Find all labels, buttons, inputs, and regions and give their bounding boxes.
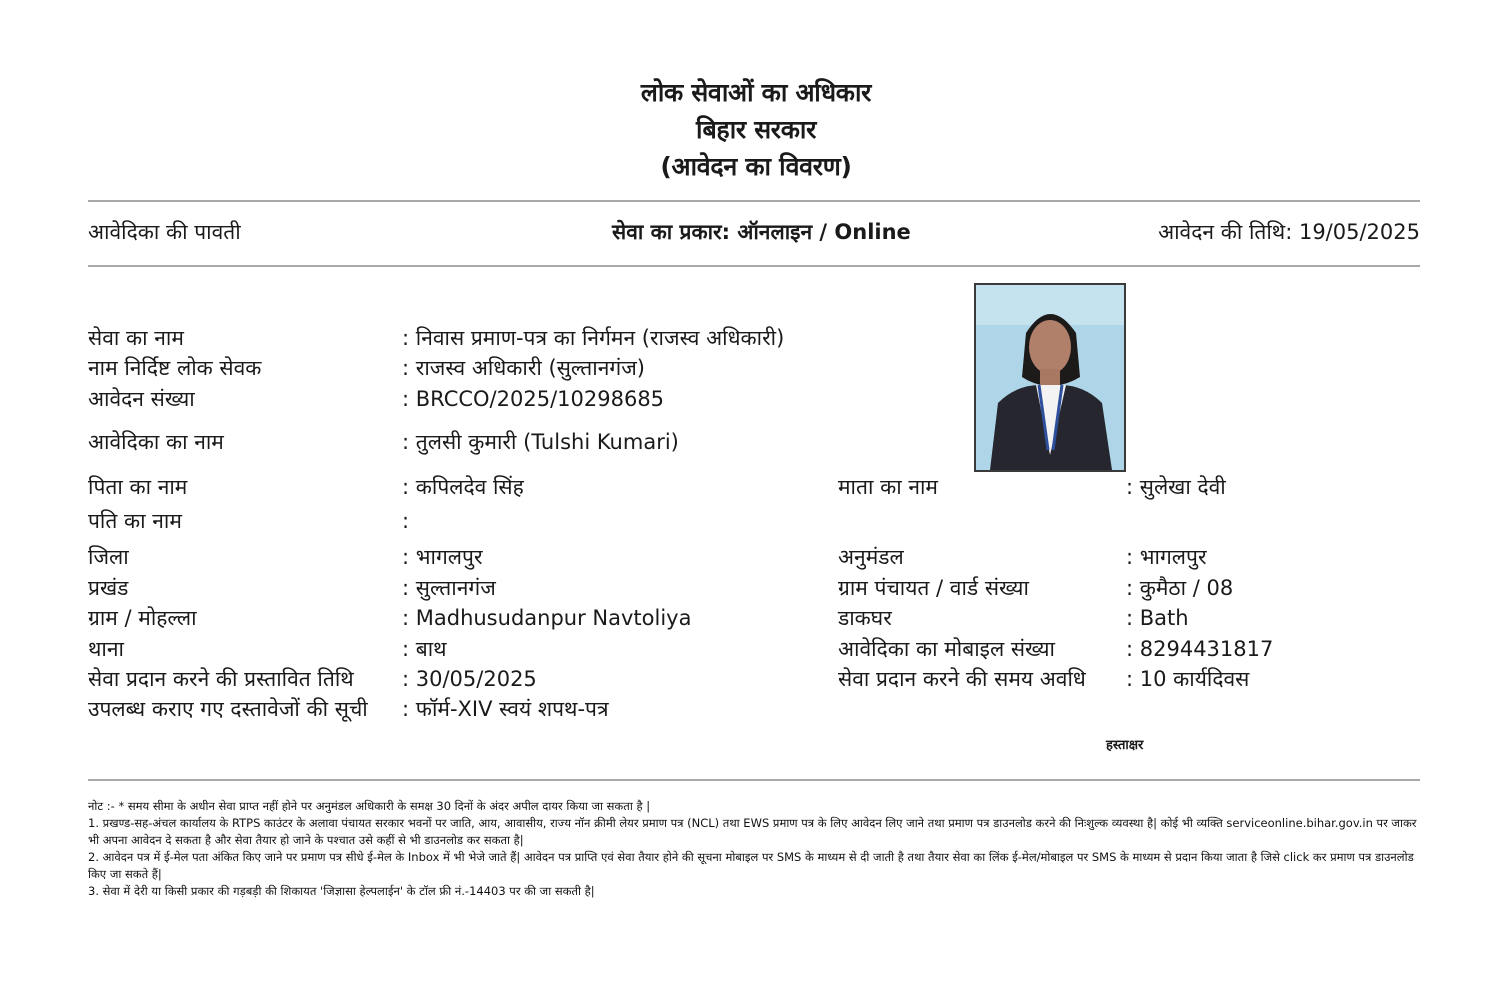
note-intro: नोट :- * समय सीमा के अधीन सेवा प्राप्त नहीं होने पर अनुमंडल अधिकारी के समक्ष 30 दिनों के अंदर अपील दायर किया जा सकता है | xyxy=(88,799,651,813)
applicant-name-label: आवेदिका का नाम xyxy=(88,430,224,454)
father-name-value: : कपिलदेव सिंह xyxy=(402,475,524,499)
top-divider xyxy=(88,200,1420,202)
husband-name-value: : xyxy=(402,509,410,533)
post-office-label: डाकघर xyxy=(838,606,892,630)
notes-section xyxy=(88,798,1428,900)
mobile-value: : 8294431817 xyxy=(1126,637,1274,661)
subdivision-label: अनुमंडल xyxy=(838,545,904,569)
meta-divider xyxy=(88,265,1420,267)
documents-value: : फॉर्म-XIV स्वयं शपथ-पत्र xyxy=(402,697,609,721)
notes-divider xyxy=(88,779,1420,781)
proposed-date-value: : 30/05/2025 xyxy=(402,667,537,691)
applicant-name-value: : तुलसी कुमारी (Tulshi Kumari) xyxy=(402,430,679,454)
header-title: लोक सेवाओं का अधिकार xyxy=(640,78,872,107)
note-2: 2. आवेदन पत्र में ई-मेल पता अंकित किए जाने पर प्रमाण पत्र सीधे ई-मेल के Inbox में भी भेजे जाते हैं| आवेदन पत्र प्राप्ति एवं सेवा तैयार होने की सूचना मोबाइल पर SMS के माध्यम से दी जाती है तथा तैयार सेवा का लिंक ई-मेल/मोबाइल पर SMS के माध्यम से प्रदान किया जाता है जिसे click कर प्रमाण पत्र डाउनलोड किए जा सकते हैं| xyxy=(88,850,1414,881)
proposed-date-label: सेवा प्रदान करने की प्रस्तावित तिथि xyxy=(88,667,354,691)
note-1: 1. प्रखण्ड-सह-अंचल कार्यालय के RTPS काउंटर के अलावा पंचायत सरकार भवनों पर जाति, आय, आवासीय, राज्य नॉन क्रीमी लेयर प्रमाण पत्र (NCL) तथा EWS प्रमाण पत्र के लिए आवेदन लिए जाने तथा प्रमाण पत्र डाउनलोड करने की निःशुल्क व्यवस्था है| कोई भी व्यक्ति serviceonline.bihar.gov.in पर जाकर भी अपना आवेदन दे सकता है और सेवा तैयार हो जाने के पश्चात उसे कहीं से भी डाउनलोड कर सकता है| xyxy=(88,816,1417,847)
receipt-label: आवेदिका की पावती xyxy=(88,220,241,244)
service-period-label: सेवा प्रदान करने की समय अवधि xyxy=(838,667,1086,691)
panchayat-ward-label: ग्राम पंचायत / वार्ड संख्या xyxy=(838,576,1029,600)
service-name-value: : निवास प्रमाण-पत्र का निर्गमन (राजस्व अधिकारी) xyxy=(402,326,785,350)
block-label: प्रखंड xyxy=(88,576,129,600)
header-government: बिहार सरकार xyxy=(695,115,817,144)
application-number-label: आवेदन संख्या xyxy=(88,387,195,411)
mother-name-label: माता का नाम xyxy=(838,475,938,499)
service-name-label: सेवा का नाम xyxy=(88,326,184,350)
note-3: 3. सेवा में देरी या किसी प्रकार की गड़बड़ी की शिकायत 'जिज्ञासा हेल्पलाईन' के टॉल फ्री नं.-14403 पर की जा सकती है| xyxy=(88,884,595,898)
applicant-portrait-icon xyxy=(976,285,1124,470)
document-header xyxy=(0,74,1512,185)
police-station-label: थाना xyxy=(88,637,124,661)
application-number-value: : BRCCO/2025/10298685 xyxy=(402,387,665,411)
panchayat-ward-value: : कुमैठा / 08 xyxy=(1126,576,1234,600)
district-label: जिला xyxy=(88,545,129,569)
block-value: : सुल्तानगंज xyxy=(402,576,496,600)
police-station-value: : बाथ xyxy=(402,637,447,661)
post-office-value: : Bath xyxy=(1126,606,1189,630)
designated-officer-label: नाम निर्दिष्ट लोक सेवक xyxy=(88,356,262,380)
district-value: : भागलपुर xyxy=(402,545,483,569)
village-value: : Madhusudanpur Navtoliya xyxy=(402,606,692,630)
signature-label: हस्ताक्षर xyxy=(1106,738,1144,753)
father-name-label: पिता का नाम xyxy=(88,475,188,499)
mother-name-value: : सुलेखा देवी xyxy=(1126,475,1226,499)
application-date: आवेदन की तिथि: 19/05/2025 xyxy=(1158,220,1420,244)
village-label: ग्राम / मोहल्ला xyxy=(88,606,197,630)
header-subtitle: (आवेदन का विवरण) xyxy=(660,152,852,181)
service-period-value: : 10 कार्यदिवस xyxy=(1126,667,1250,691)
designated-officer-value: : राजस्व अधिकारी (सुल्तानगंज) xyxy=(402,356,645,380)
applicant-photo xyxy=(974,283,1126,472)
documents-label: उपलब्ध कराए गए दस्तावेजों की सूची xyxy=(88,697,368,721)
service-type: सेवा का प्रकार: ऑनलाइन / Online xyxy=(612,220,911,244)
subdivision-value: : भागलपुर xyxy=(1126,545,1207,569)
husband-name-label: पति का नाम xyxy=(88,509,182,533)
mobile-label: आवेदिका का मोबाइल संख्या xyxy=(838,637,1055,661)
